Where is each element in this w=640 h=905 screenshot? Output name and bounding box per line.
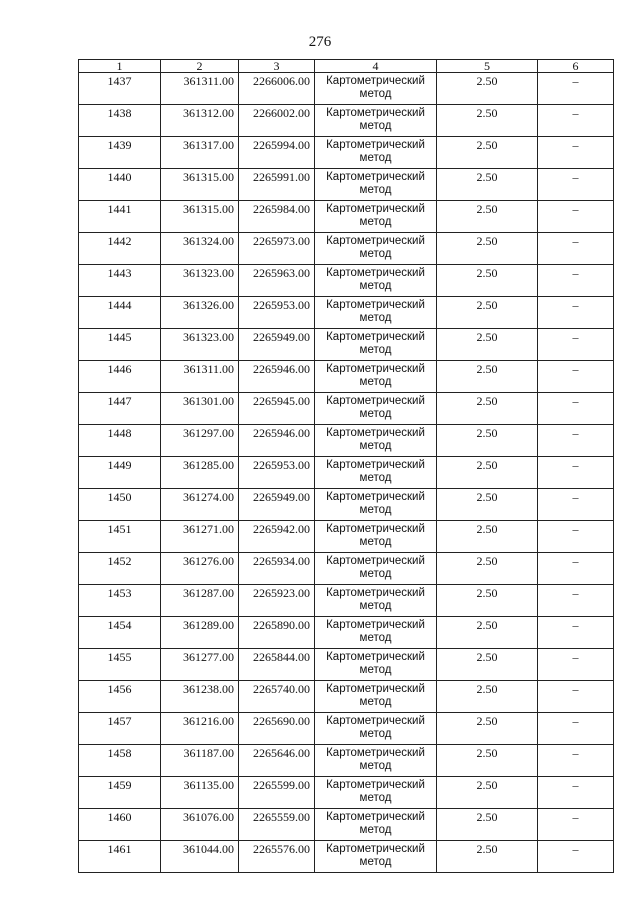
note-cell: –	[538, 745, 614, 777]
x-coordinate-cell: 361311.00	[161, 73, 239, 105]
y-coordinate-cell: 2265599.00	[239, 777, 315, 809]
method-cell	[315, 425, 437, 457]
method-line-1: Картометрический	[326, 363, 425, 375]
accuracy-cell: 2.50	[437, 553, 538, 585]
method-cell	[315, 201, 437, 233]
x-coordinate-cell: 361076.00	[161, 809, 239, 841]
method-line-2: метод	[359, 440, 392, 452]
method-line-1: Картометрический	[326, 395, 425, 407]
point-number-cell: 1438	[79, 105, 161, 137]
y-coordinate-cell: 2265991.00	[239, 169, 315, 201]
method-line-2: метод	[359, 632, 392, 644]
y-coordinate-cell: 2265953.00	[239, 297, 315, 329]
accuracy-cell: 2.50	[437, 105, 538, 137]
header-col-5: 5	[437, 60, 538, 73]
method-cell	[315, 617, 437, 649]
point-number-cell: 1455	[79, 649, 161, 681]
x-coordinate-cell: 361287.00	[161, 585, 239, 617]
accuracy-cell: 2.50	[437, 361, 538, 393]
x-coordinate-cell: 361187.00	[161, 745, 239, 777]
method-cell	[315, 233, 437, 265]
method-line-1: Картометрический	[326, 299, 425, 311]
table-row	[79, 649, 614, 681]
point-number-cell: 1449	[79, 457, 161, 489]
accuracy-cell: 2.50	[437, 265, 538, 297]
note-cell: –	[538, 649, 614, 681]
method-line-2: метод	[359, 376, 392, 388]
point-number-cell: 1458	[79, 745, 161, 777]
x-coordinate-cell: 361323.00	[161, 265, 239, 297]
x-coordinate-cell: 361238.00	[161, 681, 239, 713]
method-line-2: метод	[359, 344, 392, 356]
method-line-1: Картометрический	[326, 555, 425, 567]
table-row	[79, 137, 614, 169]
accuracy-cell: 2.50	[437, 617, 538, 649]
y-coordinate-cell: 2265973.00	[239, 233, 315, 265]
y-coordinate-cell: 2265963.00	[239, 265, 315, 297]
method-line-1: Картометрический	[326, 523, 425, 535]
method-line-1: Картометрический	[326, 171, 425, 183]
note-cell: –	[538, 393, 614, 425]
note-cell: –	[538, 809, 614, 841]
table-header	[79, 60, 614, 73]
method-line-1: Картометрический	[326, 331, 425, 343]
note-cell: –	[538, 233, 614, 265]
note-cell: –	[538, 777, 614, 809]
method-line-1: Картометрический	[326, 267, 425, 279]
x-coordinate-cell: 361276.00	[161, 553, 239, 585]
x-coordinate-cell: 361323.00	[161, 329, 239, 361]
method-cell	[315, 745, 437, 777]
header-col-4: 4	[315, 60, 437, 73]
y-coordinate-cell: 2265559.00	[239, 809, 315, 841]
method-line-2: метод	[359, 472, 392, 484]
page-number: 276	[308, 34, 332, 50]
method-line-2: метод	[359, 88, 392, 100]
note-cell: –	[538, 425, 614, 457]
accuracy-cell: 2.50	[437, 489, 538, 521]
y-coordinate-cell: 2265942.00	[239, 521, 315, 553]
y-coordinate-cell: 2266002.00	[239, 105, 315, 137]
note-cell: –	[538, 201, 614, 233]
method-cell	[315, 457, 437, 489]
y-coordinate-cell: 2265890.00	[239, 617, 315, 649]
method-line-1: Картометрический	[326, 779, 425, 791]
y-coordinate-cell: 2265646.00	[239, 745, 315, 777]
accuracy-cell: 2.50	[437, 169, 538, 201]
method-line-1: Картометрический	[326, 715, 425, 727]
header-row	[79, 60, 614, 73]
method-line-2: метод	[359, 184, 392, 196]
method-line-1: Картометрический	[326, 427, 425, 439]
method-line-2: метод	[359, 152, 392, 164]
y-coordinate-cell: 2265949.00	[239, 489, 315, 521]
note-cell: –	[538, 841, 614, 873]
method-line-1: Картометрический	[326, 459, 425, 471]
method-line-1: Картометрический	[326, 75, 425, 87]
method-cell	[315, 361, 437, 393]
method-cell	[315, 553, 437, 585]
y-coordinate-cell: 2265576.00	[239, 841, 315, 873]
note-cell: –	[538, 457, 614, 489]
method-line-2: метод	[359, 728, 392, 740]
method-line-2: метод	[359, 664, 392, 676]
method-line-1: Картометрический	[326, 811, 425, 823]
method-line-1: Картометрический	[326, 587, 425, 599]
point-number-cell: 1448	[79, 425, 161, 457]
method-line-1: Картометрический	[326, 139, 425, 151]
point-number-cell: 1439	[79, 137, 161, 169]
method-line-2: метод	[359, 120, 392, 132]
accuracy-cell: 2.50	[437, 201, 538, 233]
x-coordinate-cell: 361326.00	[161, 297, 239, 329]
table-row	[79, 777, 614, 809]
note-cell: –	[538, 553, 614, 585]
note-cell: –	[538, 713, 614, 745]
point-number-cell: 1460	[79, 809, 161, 841]
method-cell	[315, 841, 437, 873]
note-cell: –	[538, 521, 614, 553]
table-row	[79, 841, 614, 873]
method-line-2: метод	[359, 856, 392, 868]
point-number-cell: 1443	[79, 265, 161, 297]
accuracy-cell: 2.50	[437, 809, 538, 841]
method-cell	[315, 265, 437, 297]
note-cell: –	[538, 73, 614, 105]
method-line-1: Картометрический	[326, 107, 425, 119]
table-row	[79, 329, 614, 361]
table-row	[79, 585, 614, 617]
point-number-cell: 1444	[79, 297, 161, 329]
point-number-cell: 1454	[79, 617, 161, 649]
y-coordinate-cell: 2265984.00	[239, 201, 315, 233]
table-row	[79, 521, 614, 553]
y-coordinate-cell: 2265946.00	[239, 425, 315, 457]
accuracy-cell: 2.50	[437, 457, 538, 489]
method-cell	[315, 137, 437, 169]
method-cell	[315, 777, 437, 809]
method-cell	[315, 585, 437, 617]
header-col-2: 2	[161, 60, 239, 73]
method-cell	[315, 649, 437, 681]
method-cell	[315, 809, 437, 841]
accuracy-cell: 2.50	[437, 649, 538, 681]
method-line-2: метод	[359, 408, 392, 420]
method-line-2: метод	[359, 600, 392, 612]
x-coordinate-cell: 361311.00	[161, 361, 239, 393]
accuracy-cell: 2.50	[437, 745, 538, 777]
note-cell: –	[538, 585, 614, 617]
coordinates-table	[78, 59, 614, 873]
method-line-2: метод	[359, 216, 392, 228]
table-row	[79, 297, 614, 329]
method-line-2: метод	[359, 280, 392, 292]
accuracy-cell: 2.50	[437, 425, 538, 457]
x-coordinate-cell: 361312.00	[161, 105, 239, 137]
table-row	[79, 425, 614, 457]
point-number-cell: 1437	[79, 73, 161, 105]
method-line-2: метод	[359, 504, 392, 516]
header-col-3: 3	[239, 60, 315, 73]
note-cell: –	[538, 617, 614, 649]
header-col-1: 1	[79, 60, 161, 73]
x-coordinate-cell: 361274.00	[161, 489, 239, 521]
method-line-2: метод	[359, 792, 392, 804]
method-line-1: Картометрический	[326, 683, 425, 695]
x-coordinate-cell: 361135.00	[161, 777, 239, 809]
table-row	[79, 265, 614, 297]
point-number-cell: 1451	[79, 521, 161, 553]
point-number-cell: 1452	[79, 553, 161, 585]
table-row	[79, 681, 614, 713]
table-row	[79, 233, 614, 265]
method-cell	[315, 297, 437, 329]
method-line-1: Картометрический	[326, 203, 425, 215]
point-number-cell: 1442	[79, 233, 161, 265]
point-number-cell: 1461	[79, 841, 161, 873]
method-line-2: метод	[359, 568, 392, 580]
x-coordinate-cell: 361216.00	[161, 713, 239, 745]
method-line-2: метод	[359, 248, 392, 260]
y-coordinate-cell: 2265949.00	[239, 329, 315, 361]
point-number-cell: 1459	[79, 777, 161, 809]
accuracy-cell: 2.50	[437, 777, 538, 809]
point-number-cell: 1445	[79, 329, 161, 361]
y-coordinate-cell: 2265923.00	[239, 585, 315, 617]
point-number-cell: 1447	[79, 393, 161, 425]
accuracy-cell: 2.50	[437, 73, 538, 105]
x-coordinate-cell: 361277.00	[161, 649, 239, 681]
point-number-cell: 1441	[79, 201, 161, 233]
method-cell	[315, 713, 437, 745]
table-body	[79, 73, 614, 873]
method-line-1: Картометрический	[326, 747, 425, 759]
note-cell: –	[538, 329, 614, 361]
method-cell	[315, 521, 437, 553]
y-coordinate-cell: 2265844.00	[239, 649, 315, 681]
table-row	[79, 361, 614, 393]
x-coordinate-cell: 361297.00	[161, 425, 239, 457]
method-cell	[315, 105, 437, 137]
x-coordinate-cell: 361315.00	[161, 201, 239, 233]
accuracy-cell: 2.50	[437, 521, 538, 553]
accuracy-cell: 2.50	[437, 329, 538, 361]
table-row	[79, 457, 614, 489]
accuracy-cell: 2.50	[437, 393, 538, 425]
note-cell: –	[538, 265, 614, 297]
table-row	[79, 393, 614, 425]
table-row	[79, 169, 614, 201]
point-number-cell: 1450	[79, 489, 161, 521]
table-row	[79, 201, 614, 233]
method-line-1: Картометрический	[326, 235, 425, 247]
method-line-2: метод	[359, 824, 392, 836]
y-coordinate-cell: 2266006.00	[239, 73, 315, 105]
method-line-2: метод	[359, 536, 392, 548]
point-number-cell: 1453	[79, 585, 161, 617]
y-coordinate-cell: 2265946.00	[239, 361, 315, 393]
x-coordinate-cell: 361271.00	[161, 521, 239, 553]
table-row	[79, 489, 614, 521]
x-coordinate-cell: 361289.00	[161, 617, 239, 649]
table-row	[79, 73, 614, 105]
note-cell: –	[538, 297, 614, 329]
y-coordinate-cell: 2265740.00	[239, 681, 315, 713]
note-cell: –	[538, 489, 614, 521]
note-cell: –	[538, 361, 614, 393]
y-coordinate-cell: 2265934.00	[239, 553, 315, 585]
method-line-1: Картометрический	[326, 619, 425, 631]
y-coordinate-cell: 2265994.00	[239, 137, 315, 169]
accuracy-cell: 2.50	[437, 585, 538, 617]
table-row	[79, 809, 614, 841]
table-row	[79, 553, 614, 585]
accuracy-cell: 2.50	[437, 233, 538, 265]
note-cell: –	[538, 681, 614, 713]
x-coordinate-cell: 361317.00	[161, 137, 239, 169]
x-coordinate-cell: 361044.00	[161, 841, 239, 873]
point-number-cell: 1457	[79, 713, 161, 745]
method-line-2: метод	[359, 696, 392, 708]
table-row	[79, 745, 614, 777]
point-number-cell: 1440	[79, 169, 161, 201]
accuracy-cell: 2.50	[437, 137, 538, 169]
x-coordinate-cell: 361324.00	[161, 233, 239, 265]
note-cell: –	[538, 169, 614, 201]
method-cell	[315, 329, 437, 361]
accuracy-cell: 2.50	[437, 713, 538, 745]
x-coordinate-cell: 361315.00	[161, 169, 239, 201]
x-coordinate-cell: 361285.00	[161, 457, 239, 489]
method-cell	[315, 489, 437, 521]
table-row	[79, 713, 614, 745]
method-cell	[315, 681, 437, 713]
method-line-2: метод	[359, 312, 392, 324]
method-line-1: Картометрический	[326, 843, 425, 855]
header-col-6: 6	[538, 60, 614, 73]
point-number-cell: 1446	[79, 361, 161, 393]
y-coordinate-cell: 2265945.00	[239, 393, 315, 425]
table-row	[79, 617, 614, 649]
method-line-1: Картометрический	[326, 651, 425, 663]
method-line-1: Картометрический	[326, 491, 425, 503]
method-cell	[315, 73, 437, 105]
method-cell	[315, 169, 437, 201]
y-coordinate-cell: 2265953.00	[239, 457, 315, 489]
accuracy-cell: 2.50	[437, 841, 538, 873]
point-number-cell: 1456	[79, 681, 161, 713]
accuracy-cell: 2.50	[437, 681, 538, 713]
note-cell: –	[538, 137, 614, 169]
method-cell	[315, 393, 437, 425]
y-coordinate-cell: 2265690.00	[239, 713, 315, 745]
method-line-2: метод	[359, 760, 392, 772]
x-coordinate-cell: 361301.00	[161, 393, 239, 425]
note-cell: –	[538, 105, 614, 137]
table-row	[79, 105, 614, 137]
accuracy-cell: 2.50	[437, 297, 538, 329]
